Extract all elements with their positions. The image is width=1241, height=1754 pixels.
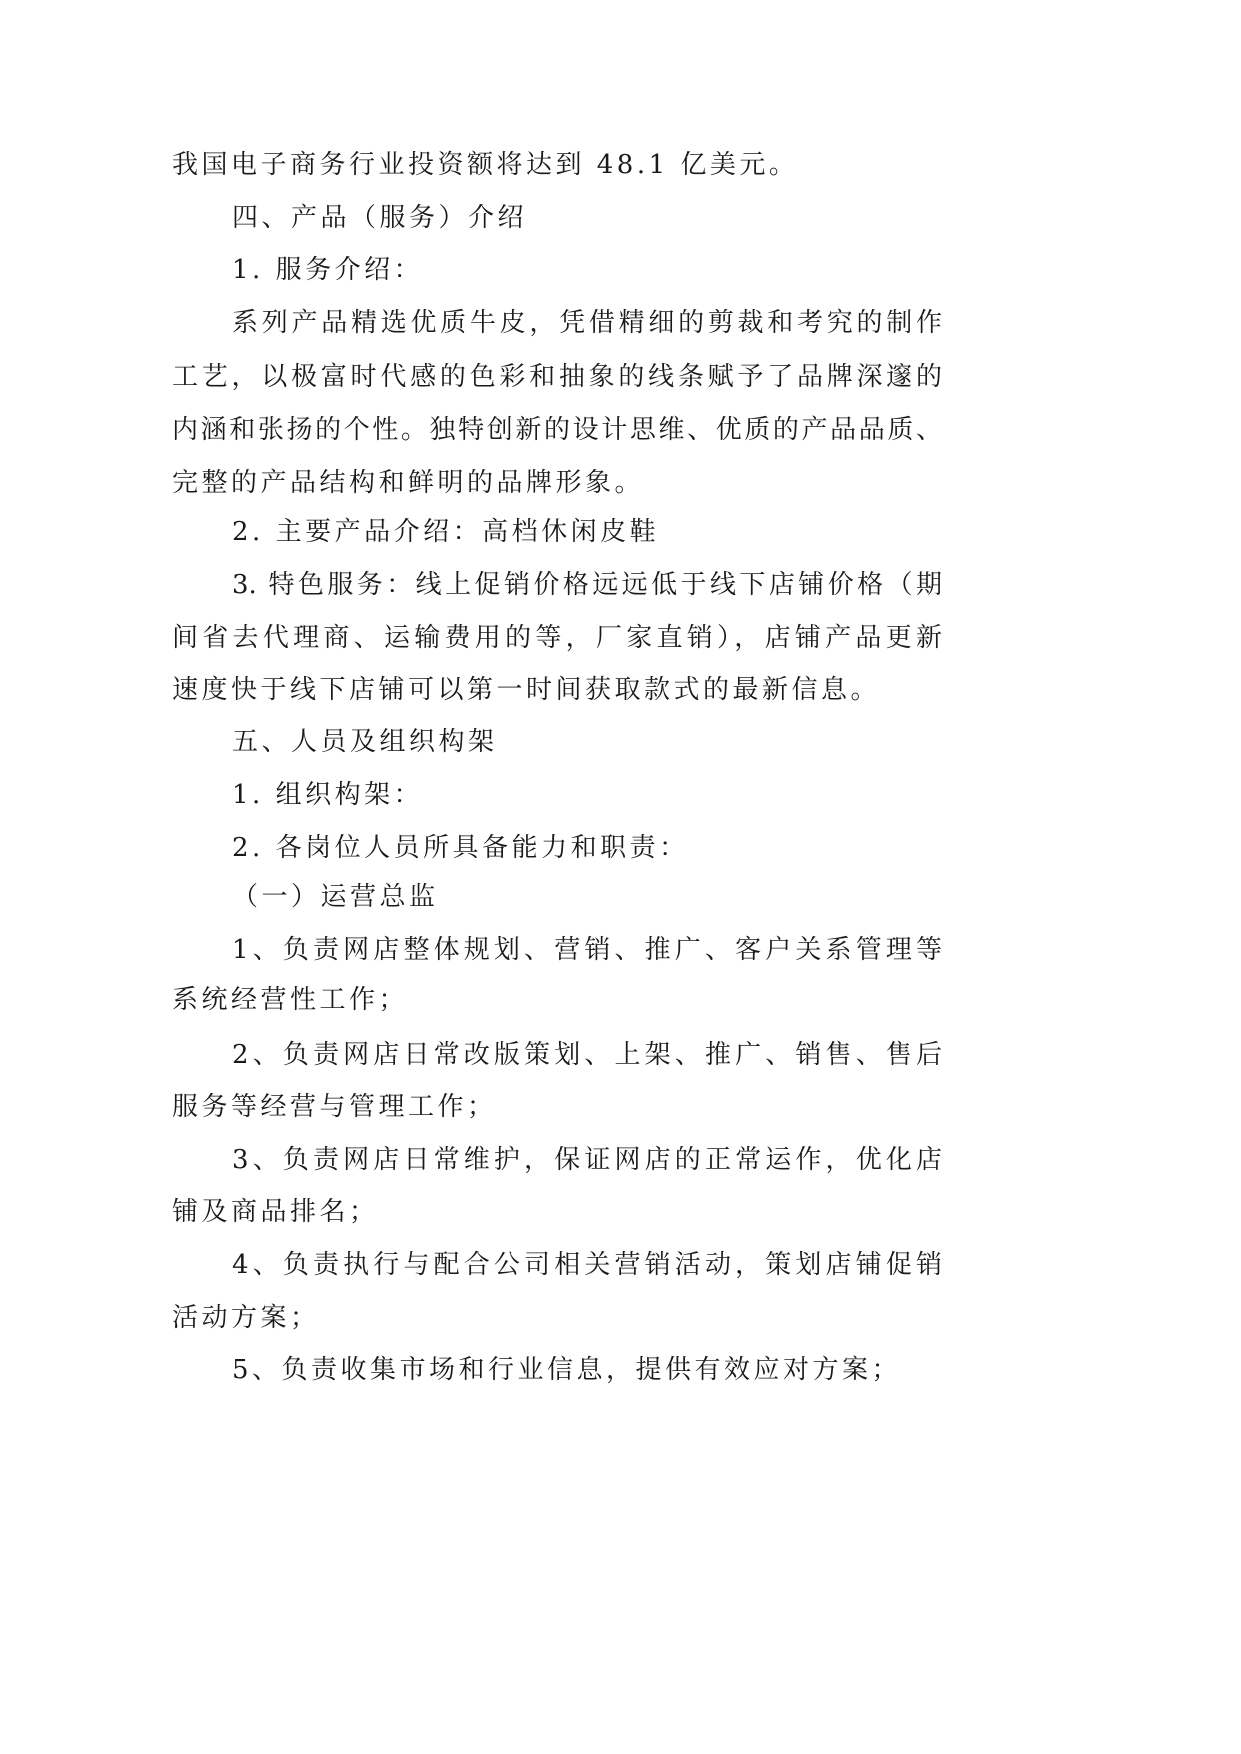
subheading-main-products: 2. 主要产品介绍：高档休闲皮鞋 [232,517,660,547]
duty-item: 4、负责执行与配合公司相关营销活动，策划店铺促销 [232,1250,942,1280]
body-line: 内涵和张扬的个性。独特创新的设计思维、优质的产品品质、 [172,415,942,445]
subheading-roles: 2. 各岗位人员所具备能力和职责： [232,833,689,863]
continuation-line: 我国电子商务行业投资额将达到 48.1 亿美元。 [172,150,799,180]
duty-item-continuation: 铺及商品排名； [172,1197,379,1227]
duty-item: 5、负责收集市场和行业信息，提供有效应对方案； [232,1355,902,1385]
body-line: 完整的产品结构和鲜明的品牌形象。 [172,468,645,498]
role-title: （一）运营总监 [232,882,439,912]
duty-item-continuation: 服务等经营与管理工作； [172,1092,497,1122]
subheading-service-intro: 1. 服务介绍： [232,255,424,285]
special-service-line: 3. 特色服务：线上促销价格远远低于线下店铺价格（期 [232,570,942,600]
duty-item-continuation: 系统经营性工作； [172,985,409,1015]
body-line: 工艺，以极富时代感的色彩和抽象的线条赋予了品牌深邃的 [172,362,942,392]
special-service-line: 间省去代理商、运输费用的等，厂家直销），店铺产品更新 [172,623,942,653]
duty-item-continuation: 活动方案； [172,1303,320,1333]
duty-item: 3、负责网店日常维护，保证网店的正常运作，优化店 [232,1145,942,1175]
special-service-line: 速度快于线下店铺可以第一时间获取款式的最新信息。 [172,675,881,705]
body-line: 系列产品精选优质牛皮，凭借精细的剪裁和考究的制作 [232,308,942,338]
duty-item: 1、负责网店整体规划、营销、推广、客户关系管理等 [232,935,942,965]
subheading-org-structure: 1. 组织构架： [232,780,424,810]
duty-item: 2、负责网店日常改版策划、上架、推广、销售、售后 [232,1040,942,1070]
section-heading: 四、产品（服务）介绍 [232,203,528,233]
section-heading: 五、人员及组织构架 [232,727,498,757]
